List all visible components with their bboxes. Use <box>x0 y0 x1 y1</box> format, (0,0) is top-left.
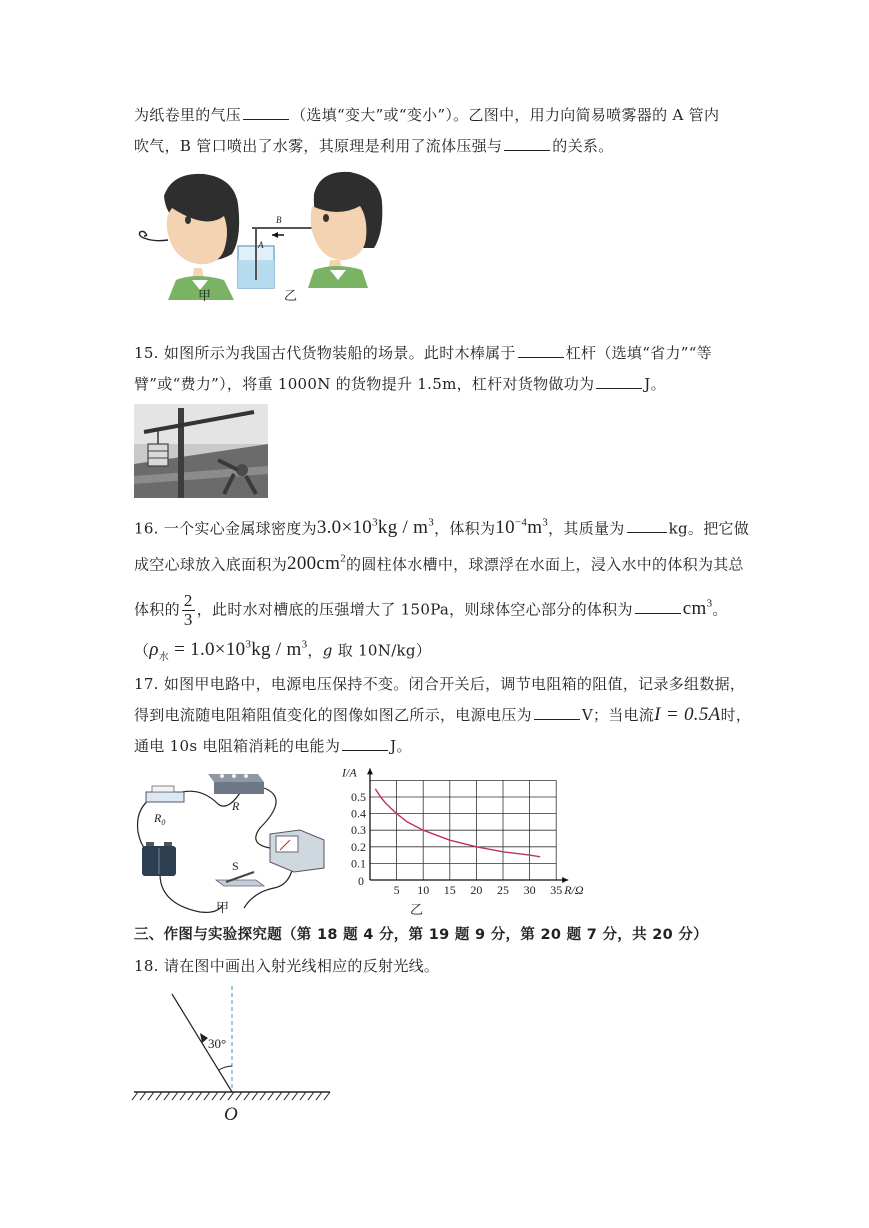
q18-reflection-diagram <box>132 980 334 1126</box>
svg-text:A: A <box>258 240 264 250</box>
hatch-line <box>316 1092 322 1100</box>
q17-circuit-diagram <box>124 770 324 920</box>
x-tick-label: 30 <box>523 883 536 897</box>
svg-text:R0: $R_0$ <box>154 811 166 827</box>
section-heading: 三、作图与实验探究题（第 18 题 4 分，第 19 题 9 分，第 20 题 7 分，共 20 分） <box>134 927 708 943</box>
hatch-line <box>284 1092 290 1100</box>
hatch-line <box>196 1092 202 1100</box>
q16-line-1: 16. 一个实心金属球密度为$3.0\times 10^3kg / m^3$，体积为$10^{-4}m^3$，其质量为 kg。把它做 <box>134 517 750 539</box>
hatch-line <box>244 1092 250 1100</box>
resistor-r0 <box>146 786 184 827</box>
q16-line-3: 体积的 $\frac{2}{3}$ ，此时水对槽底的压强增大了 150Pa，则球体空心部分的体积为 $cm^3$。 <box>134 590 728 629</box>
point-o-label: O <box>224 1104 238 1125</box>
x-tick-label: 20 <box>470 883 483 897</box>
answer-blank[interactable] <box>518 343 564 358</box>
origin-label: 0 <box>358 874 364 888</box>
hatch-line <box>180 1092 186 1100</box>
x-axis-label: R/Ω <box>564 883 584 897</box>
switch-s <box>216 859 264 886</box>
y-tick-label: 0.3 <box>351 823 366 838</box>
chart-axes <box>367 768 568 883</box>
q14-figure <box>134 168 364 308</box>
hatch-line <box>156 1092 162 1100</box>
angle-arc <box>219 1066 232 1070</box>
hatch-line <box>148 1092 154 1100</box>
volume-value: $10^{-4}m^3$ <box>495 517 549 539</box>
hatch-line <box>308 1092 314 1100</box>
hatch-line <box>300 1092 306 1100</box>
svg-text:乙: 乙 <box>284 288 298 303</box>
ammeter <box>270 830 324 872</box>
hatch-line <box>172 1092 178 1100</box>
fraction-two-thirds: $\frac{2}{3}$ <box>183 590 193 629</box>
chart-caption: 乙 <box>410 902 424 917</box>
hatch-line <box>252 1092 258 1100</box>
svg-text:甲: 甲 <box>216 900 230 915</box>
area-value: $200cm^2$ <box>287 553 347 575</box>
boy-blowing-sprayer <box>308 172 382 288</box>
chart-grid <box>370 780 556 880</box>
resistance-box-r <box>208 774 264 813</box>
sprayer-beaker <box>238 215 314 288</box>
answer-blank[interactable] <box>504 136 550 151</box>
hatch-line <box>268 1092 274 1100</box>
x-tick-label: 5 <box>393 883 400 897</box>
answer-blank[interactable] <box>342 736 388 751</box>
angle-label: 30° <box>208 1036 227 1051</box>
hatch-line <box>212 1092 218 1100</box>
x-tick-label: 15 <box>443 883 456 897</box>
hatch-line <box>188 1092 194 1100</box>
hatch-line <box>260 1092 266 1100</box>
answer-blank[interactable] <box>635 599 681 614</box>
x-tick-label: 25 <box>497 883 509 897</box>
y-axis-arrow-icon <box>367 768 373 774</box>
answer-blank[interactable] <box>534 705 580 720</box>
answer-blank[interactable] <box>627 518 667 533</box>
mirror-hatching <box>132 1092 330 1100</box>
chart-ticks <box>351 790 562 897</box>
q18-text: 18. 请在图中画出入射光线相应的反射光线。 <box>134 957 440 975</box>
hatch-line <box>132 1092 138 1100</box>
q17-line-3: 通电 10s 电阻箱消耗的电能为 J。 <box>134 737 412 755</box>
q17-line-2: 得到电流随电阻箱阻值变化的图像如图乙所示，电源电压为 V；当电流I = 0.5A时， <box>134 704 752 725</box>
boy-blowing-paper-roll <box>140 174 240 300</box>
hatch-line <box>140 1092 146 1100</box>
answer-blank[interactable] <box>596 374 642 389</box>
y-tick-label: 0.4 <box>351 806 366 821</box>
hatch-line <box>164 1092 170 1100</box>
q15-line-2: 臂”或“费力”），将重 1000N 的货物提升 1.5m，杠杆对货物做功为 J。 <box>134 375 666 393</box>
hatch-line <box>324 1092 330 1100</box>
svg-text:S: S <box>232 859 239 873</box>
x-tick-label: 10 <box>417 883 430 897</box>
current-resistance-chart <box>338 762 584 920</box>
y-tick-label: 0.5 <box>351 790 366 804</box>
hatch-line <box>220 1092 226 1100</box>
hatch-line <box>204 1092 210 1100</box>
hatch-line <box>276 1092 282 1100</box>
svg-text:B: B <box>276 215 282 225</box>
y-axis-label: I/A <box>342 765 357 780</box>
y-tick-label: 0.2 <box>351 839 366 854</box>
answer-blank[interactable] <box>243 105 289 120</box>
density-value: $3.0\times 10^3kg / m^3$ <box>316 517 435 539</box>
svg-text:甲: 甲 <box>198 288 212 303</box>
q14-line-2: 吹气，B 管口喷出了水雾，其原理是利用了流体压强与 的关系。 <box>134 137 614 155</box>
hatch-line <box>292 1092 298 1100</box>
svg-text:R: R <box>232 799 240 813</box>
battery <box>142 842 176 876</box>
current-expression: I = 0.5A <box>654 704 721 725</box>
rho-water: $\rho_水$ <box>149 639 170 664</box>
q16-line-2: 成空心球放入底面积为$200cm^2$的圆柱体水槽中，球漂浮在水面上，浸入水中的体积为其总 <box>134 553 744 575</box>
q14-line-1: 为纸卷里的气压 （选填“变大”或“变小”）。乙图中，用力向简易喷雾器的 A 管内 <box>134 106 720 124</box>
y-tick-label: 0.1 <box>351 856 366 871</box>
ancient-ship-loading-image <box>134 404 268 498</box>
q15-line-1: 15. 如图所示为我国古代货物装船的场景。此时木棒属于 杠杆（选填“省力”“等 <box>134 344 713 362</box>
hatch-line <box>236 1092 242 1100</box>
q16-line-4: （$\rho_水 = 1.0\times 10^3kg / m^3$，g 取 10N/kg） <box>134 639 432 664</box>
q17-line-1: 17. 如图甲电路中，电源电压保持不变。闭合开关后，调节电阻箱的阻值，记录多组数据， <box>134 675 746 693</box>
hatch-line <box>228 1092 234 1100</box>
x-tick-label: 35 <box>550 883 563 897</box>
